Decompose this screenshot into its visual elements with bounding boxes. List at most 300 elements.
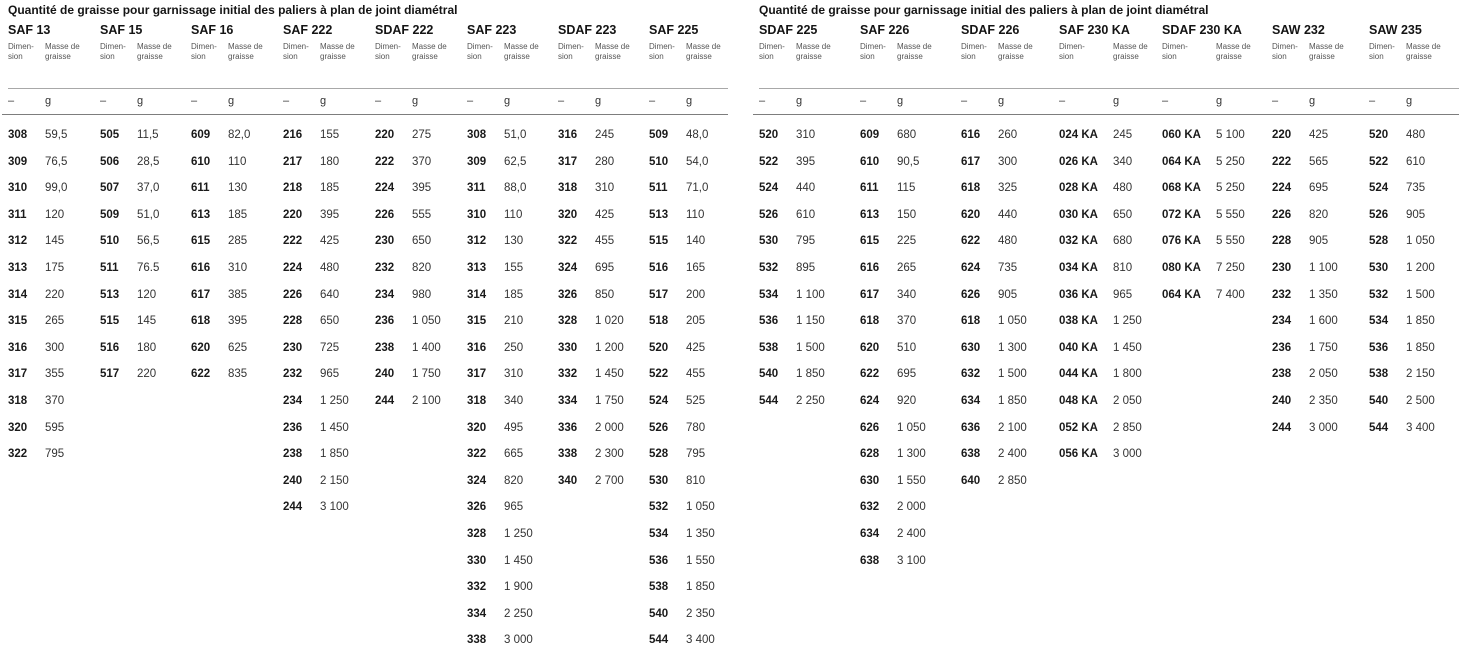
dimension-value: 518 bbox=[649, 315, 669, 328]
table-row bbox=[467, 289, 559, 316]
dimension-value: 234 bbox=[283, 394, 303, 407]
table-row bbox=[375, 129, 467, 156]
table-row bbox=[191, 289, 283, 316]
dimension-value: 234 bbox=[375, 288, 395, 301]
table-row bbox=[558, 342, 650, 369]
table-row bbox=[961, 289, 1053, 316]
grease-mass-value: 695 bbox=[595, 261, 615, 274]
table-row bbox=[961, 182, 1053, 209]
grease-mass-value: 3 100 bbox=[897, 554, 926, 567]
dimension-header: Dimen- sion bbox=[759, 42, 785, 61]
grease-mass-value: 835 bbox=[228, 368, 248, 381]
row-list bbox=[100, 129, 192, 395]
grease-mass-value: 440 bbox=[998, 208, 1018, 221]
grease-mass-value: 3 000 bbox=[504, 634, 533, 647]
table-row bbox=[649, 448, 741, 475]
grease-mass-value: 175 bbox=[45, 261, 65, 274]
table-row bbox=[860, 235, 952, 262]
dimension-value: 630 bbox=[961, 341, 981, 354]
dimension-value: 611 bbox=[191, 182, 210, 195]
table-row bbox=[1272, 368, 1364, 395]
grease-mass-value: 1 300 bbox=[998, 341, 1027, 354]
grease-mass-value: 1 450 bbox=[504, 554, 533, 567]
dimension-value: 220 bbox=[375, 129, 395, 141]
dimension-value: 618 bbox=[961, 182, 981, 195]
grease-mass-value: 210 bbox=[504, 315, 524, 328]
grease-mass-value: 820 bbox=[504, 474, 524, 487]
dimension-value: 634 bbox=[961, 394, 981, 407]
grease-mass-value: 965 bbox=[1113, 288, 1133, 301]
table-row bbox=[375, 156, 467, 183]
table-row bbox=[191, 129, 283, 156]
column-title: SAF 225 bbox=[649, 23, 699, 37]
table-row bbox=[860, 129, 952, 156]
grease-mass-value: 51,0 bbox=[137, 208, 160, 221]
dimension-value: 544 bbox=[759, 394, 779, 407]
grease-mass-value: 1 600 bbox=[1309, 315, 1338, 328]
table-row bbox=[860, 501, 952, 528]
mass-header: Masse de graisse bbox=[45, 42, 80, 61]
grease-mass-value: 650 bbox=[1113, 208, 1133, 221]
dimension-value: 326 bbox=[467, 501, 487, 514]
dimension-value: 534 bbox=[759, 288, 779, 301]
table-row bbox=[649, 368, 741, 395]
table-row bbox=[860, 342, 952, 369]
mass-unit: g bbox=[45, 95, 52, 107]
table-section-1 bbox=[8, 0, 728, 659]
mass-unit: g bbox=[998, 95, 1005, 107]
table-row bbox=[283, 368, 375, 395]
table-row bbox=[860, 475, 952, 502]
dimension-value: 311 bbox=[8, 208, 27, 221]
grease-mass-value: 370 bbox=[897, 315, 917, 328]
grease-mass-value: 275 bbox=[412, 129, 432, 141]
table-row bbox=[759, 368, 851, 395]
table-row bbox=[961, 129, 1053, 156]
dimension-header: Dimen- sion bbox=[1059, 42, 1085, 61]
table-row bbox=[1369, 422, 1461, 449]
grease-mass-value: 37,0 bbox=[137, 182, 160, 195]
grease-mass-value: 3 400 bbox=[1406, 421, 1435, 434]
grease-mass-value: 165 bbox=[686, 261, 706, 274]
table-row bbox=[1272, 129, 1364, 156]
table-row bbox=[1272, 209, 1364, 236]
table-row bbox=[1369, 315, 1461, 342]
dimension-value: 317 bbox=[467, 368, 487, 381]
dimension-value: 322 bbox=[467, 448, 487, 461]
dimension-value: 615 bbox=[860, 235, 880, 248]
dimension-unit: – bbox=[1059, 95, 1066, 107]
table-row bbox=[649, 634, 741, 661]
grease-mass-value: 2 500 bbox=[1406, 394, 1435, 407]
dimension-value: 617 bbox=[961, 155, 981, 168]
table-row bbox=[467, 262, 559, 289]
table-row bbox=[467, 448, 559, 475]
table-row bbox=[283, 182, 375, 209]
table-row bbox=[1272, 156, 1364, 183]
dimension-header: Dimen- sion bbox=[191, 42, 217, 61]
table-row bbox=[1369, 395, 1461, 422]
grease-mass-value: 820 bbox=[1309, 208, 1329, 221]
grease-mass-value: 495 bbox=[504, 421, 524, 434]
mass-unit: g bbox=[595, 95, 602, 107]
mass-unit: g bbox=[796, 95, 803, 107]
table-section-2 bbox=[759, 0, 1459, 659]
table-row bbox=[759, 315, 851, 342]
dimension-value: 072 KA bbox=[1162, 208, 1201, 221]
table-row bbox=[1369, 262, 1461, 289]
dimension-value: 226 bbox=[375, 208, 395, 221]
dimension-value: 030 KA bbox=[1059, 208, 1098, 221]
grease-mass-value: 90,5 bbox=[897, 155, 920, 168]
grease-mass-value: 115 bbox=[897, 182, 916, 195]
table-row bbox=[558, 156, 650, 183]
table-row bbox=[1272, 395, 1364, 422]
grease-mass-value: 5 550 bbox=[1216, 208, 1245, 221]
grease-mass-value: 980 bbox=[412, 288, 432, 301]
row-list bbox=[467, 129, 559, 661]
dimension-value: 338 bbox=[467, 634, 487, 647]
grease-mass-value: 1 050 bbox=[686, 501, 715, 514]
dimension-value: 526 bbox=[759, 208, 779, 221]
table-row bbox=[1272, 342, 1364, 369]
mass-unit: g bbox=[137, 95, 144, 107]
dimension-value: 316 bbox=[8, 341, 28, 354]
grease-mass-value: 2 400 bbox=[897, 527, 926, 540]
grease-mass-value: 325 bbox=[998, 182, 1018, 195]
table-row bbox=[558, 315, 650, 342]
table-row bbox=[1059, 448, 1159, 475]
grease-mass-value: 340 bbox=[1113, 155, 1133, 168]
row-list bbox=[1272, 129, 1364, 448]
dimension-value: 060 KA bbox=[1162, 129, 1201, 141]
dimension-value: 622 bbox=[860, 368, 880, 381]
table-row bbox=[961, 156, 1053, 183]
dimension-value: 313 bbox=[8, 261, 28, 274]
mass-unit: g bbox=[1309, 95, 1316, 107]
dimension-value: 322 bbox=[558, 235, 578, 248]
table-row bbox=[375, 235, 467, 262]
table-row bbox=[1059, 342, 1159, 369]
table-row bbox=[100, 368, 192, 395]
grease-mass-value: 695 bbox=[897, 368, 917, 381]
dimension-value: 222 bbox=[283, 235, 303, 248]
dimension-value: 626 bbox=[961, 288, 981, 301]
grease-mass-value: 1 500 bbox=[998, 368, 1027, 381]
table-row bbox=[191, 235, 283, 262]
mass-header: Masse de graisse bbox=[137, 42, 172, 61]
dimension-value: 617 bbox=[860, 288, 880, 301]
table-row bbox=[375, 182, 467, 209]
grease-mass-value: 155 bbox=[504, 261, 524, 274]
dimension-value: 217 bbox=[283, 155, 303, 168]
dimension-value: 609 bbox=[191, 129, 211, 141]
table-row bbox=[1369, 235, 1461, 262]
dimension-unit: – bbox=[100, 95, 107, 107]
dimension-value: 236 bbox=[375, 315, 395, 328]
dimension-value: 330 bbox=[467, 554, 487, 567]
table-row bbox=[860, 555, 952, 582]
grease-mass-value: 1 200 bbox=[595, 341, 624, 354]
table-row bbox=[191, 315, 283, 342]
grease-mass-value: 1 850 bbox=[1406, 315, 1435, 328]
table-row bbox=[1369, 209, 1461, 236]
grease-mass-value: 56,5 bbox=[137, 235, 160, 248]
grease-mass-value: 5 250 bbox=[1216, 155, 1245, 168]
dimension-value: 632 bbox=[961, 368, 981, 381]
unit-rule bbox=[2, 114, 728, 115]
grease-mass-value: 76.5 bbox=[137, 261, 160, 274]
dimension-value: 317 bbox=[558, 155, 578, 168]
table-row bbox=[759, 342, 851, 369]
section-title: Quantité de graisse pour garnissage initial des paliers à plan de joint diamétral bbox=[759, 3, 1209, 17]
dimension-value: 310 bbox=[8, 182, 28, 195]
column-title: SAF 16 bbox=[191, 23, 234, 37]
table-row bbox=[100, 262, 192, 289]
mass-header: Masse de graisse bbox=[1309, 42, 1344, 61]
dimension-value: 244 bbox=[283, 501, 303, 514]
dimension-value: 315 bbox=[8, 315, 28, 328]
mass-header: Masse de graisse bbox=[1406, 42, 1441, 61]
grease-mass-value: 650 bbox=[412, 235, 432, 248]
table-row bbox=[467, 209, 559, 236]
grease-mass-value: 51,0 bbox=[504, 129, 527, 141]
table-row bbox=[860, 395, 952, 422]
dimension-value: 540 bbox=[649, 607, 669, 620]
table-row bbox=[649, 182, 741, 209]
dimension-header: Dimen- sion bbox=[283, 42, 309, 61]
dimension-value: 624 bbox=[961, 261, 981, 274]
dimension-value: 615 bbox=[191, 235, 211, 248]
dimension-value: 236 bbox=[1272, 341, 1292, 354]
grease-mass-value: 395 bbox=[228, 315, 248, 328]
dimension-value: 630 bbox=[860, 474, 880, 487]
grease-mass-value: 310 bbox=[228, 261, 248, 274]
table-row bbox=[8, 156, 100, 183]
grease-mass-value: 265 bbox=[45, 315, 65, 328]
table-row bbox=[8, 182, 100, 209]
dimension-value: 611 bbox=[860, 182, 879, 195]
dimension-value: 526 bbox=[1369, 208, 1389, 221]
grease-mass-value: 425 bbox=[686, 341, 706, 354]
dimension-value: 232 bbox=[375, 261, 395, 274]
dimension-value: 536 bbox=[1369, 341, 1389, 354]
dimension-value: 532 bbox=[649, 501, 669, 514]
grease-mass-value: 810 bbox=[686, 474, 706, 487]
grease-mass-value: 1 450 bbox=[595, 368, 624, 381]
grease-mass-value: 1 450 bbox=[1113, 341, 1142, 354]
grease-mass-value: 905 bbox=[1406, 208, 1426, 221]
dimension-unit: – bbox=[860, 95, 867, 107]
table-row bbox=[1272, 422, 1364, 449]
dimension-value: 515 bbox=[649, 235, 669, 248]
table-row bbox=[759, 262, 851, 289]
table-row bbox=[191, 368, 283, 395]
grease-mass-value: 795 bbox=[45, 448, 65, 461]
table-row bbox=[649, 315, 741, 342]
mass-unit: g bbox=[686, 95, 693, 107]
dimension-header: Dimen- sion bbox=[1272, 42, 1298, 61]
column-title: SAF 15 bbox=[100, 23, 143, 37]
grease-mass-value: 2 350 bbox=[686, 607, 715, 620]
dimension-value: 218 bbox=[283, 182, 303, 195]
column-title: SAW 235 bbox=[1369, 23, 1422, 37]
mass-unit: g bbox=[897, 95, 904, 107]
dimension-value: 509 bbox=[100, 208, 120, 221]
grease-mass-value: 3 400 bbox=[686, 634, 715, 647]
table-row bbox=[283, 475, 375, 502]
grease-mass-value: 145 bbox=[137, 315, 157, 328]
dimension-value: 238 bbox=[375, 341, 395, 354]
table-row bbox=[860, 528, 952, 555]
table-row bbox=[8, 448, 100, 475]
dimension-value: 522 bbox=[759, 155, 779, 168]
dimension-value: 026 KA bbox=[1059, 155, 1098, 168]
dimension-value: 620 bbox=[961, 208, 981, 221]
dimension-header: Dimen- sion bbox=[100, 42, 126, 61]
dimension-value: 640 bbox=[961, 474, 981, 487]
table-row bbox=[375, 209, 467, 236]
table-row bbox=[283, 501, 375, 528]
dimension-value: 509 bbox=[649, 129, 669, 141]
grease-mass-value: 810 bbox=[1113, 261, 1133, 274]
grease-mass-value: 1 550 bbox=[686, 554, 715, 567]
table-row bbox=[283, 395, 375, 422]
dimension-value: 505 bbox=[100, 129, 120, 141]
dimension-header: Dimen- sion bbox=[467, 42, 493, 61]
table-row bbox=[467, 634, 559, 661]
table-row bbox=[467, 368, 559, 395]
grease-mass-value: 640 bbox=[320, 288, 340, 301]
dimension-value: 064 KA bbox=[1162, 155, 1201, 168]
mass-header: Masse de graisse bbox=[1113, 42, 1148, 61]
dimension-value: 536 bbox=[759, 315, 779, 328]
table-row bbox=[649, 475, 741, 502]
dimension-value: 618 bbox=[860, 315, 880, 328]
dimension-value: 532 bbox=[759, 261, 779, 274]
header-rule bbox=[8, 88, 728, 89]
grease-mass-value: 3 000 bbox=[1113, 448, 1142, 461]
table-row bbox=[558, 475, 650, 502]
grease-mass-value: 2 050 bbox=[1309, 368, 1338, 381]
dimension-value: 220 bbox=[283, 208, 303, 221]
column-title: SAF 13 bbox=[8, 23, 51, 37]
table-row bbox=[8, 395, 100, 422]
grease-mass-value: 2 250 bbox=[504, 607, 533, 620]
dimension-header: Dimen- sion bbox=[558, 42, 584, 61]
dimension-value: 536 bbox=[649, 554, 669, 567]
table-row bbox=[759, 156, 851, 183]
dimension-value: 632 bbox=[860, 501, 880, 514]
dimension-value: 036 KA bbox=[1059, 288, 1098, 301]
dimension-value: 318 bbox=[558, 182, 578, 195]
dimension-value: 506 bbox=[100, 155, 120, 168]
grease-mass-value: 425 bbox=[595, 208, 615, 221]
grease-mass-value: 455 bbox=[686, 368, 706, 381]
grease-mass-value: 820 bbox=[412, 261, 432, 274]
table-row bbox=[375, 342, 467, 369]
dimension-value: 530 bbox=[649, 474, 669, 487]
dimension-value: 068 KA bbox=[1162, 182, 1201, 195]
dimension-value: 540 bbox=[1369, 394, 1389, 407]
table-row bbox=[1059, 315, 1159, 342]
row-list bbox=[860, 129, 952, 581]
grease-mass-value: 1 850 bbox=[1406, 341, 1435, 354]
grease-mass-value: 76,5 bbox=[45, 155, 68, 168]
table-row bbox=[1059, 289, 1159, 316]
grease-mass-value: 1 250 bbox=[504, 527, 533, 540]
table-row bbox=[1059, 156, 1159, 183]
grease-mass-value: 59,5 bbox=[45, 129, 68, 141]
grease-mass-value: 5 550 bbox=[1216, 235, 1245, 248]
grease-mass-value: 510 bbox=[897, 341, 917, 354]
dimension-value: 330 bbox=[558, 341, 578, 354]
grease-mass-value: 11,5 bbox=[137, 129, 159, 141]
mass-unit: g bbox=[1216, 95, 1223, 107]
dimension-value: 313 bbox=[467, 261, 487, 274]
table-row bbox=[1162, 209, 1262, 236]
dimension-value: 513 bbox=[100, 288, 120, 301]
table-row bbox=[860, 156, 952, 183]
dimension-value: 524 bbox=[649, 394, 669, 407]
section-title: Quantité de graisse pour garnissage initial des paliers à plan de joint diamétral bbox=[8, 3, 458, 17]
dimension-value: 038 KA bbox=[1059, 315, 1098, 328]
dimension-value: 312 bbox=[467, 235, 487, 248]
grease-mass-value: 7 250 bbox=[1216, 261, 1245, 274]
dimension-header: Dimen- sion bbox=[649, 42, 675, 61]
table-row bbox=[961, 315, 1053, 342]
table-row bbox=[1059, 262, 1159, 289]
mass-unit: g bbox=[504, 95, 511, 107]
table-row bbox=[558, 129, 650, 156]
table-row bbox=[558, 422, 650, 449]
grease-mass-value: 395 bbox=[412, 182, 432, 195]
column-title: SAW 232 bbox=[1272, 23, 1325, 37]
grease-mass-value: 695 bbox=[1309, 182, 1329, 195]
grease-mass-value: 735 bbox=[998, 261, 1018, 274]
dimension-value: 616 bbox=[860, 261, 880, 274]
column-title: SAF 230 KA bbox=[1059, 23, 1130, 37]
dimension-value: 314 bbox=[8, 288, 28, 301]
grease-mass-value: 3 100 bbox=[320, 501, 349, 514]
grease-mass-value: 2 250 bbox=[796, 394, 825, 407]
grease-mass-value: 2 100 bbox=[412, 394, 441, 407]
grease-mass-value: 99,0 bbox=[45, 182, 68, 195]
dimension-value: 510 bbox=[100, 235, 120, 248]
dimension-value: 308 bbox=[8, 129, 28, 141]
table-row bbox=[100, 182, 192, 209]
table-row bbox=[961, 448, 1053, 475]
grease-mass-value: 1 250 bbox=[320, 394, 349, 407]
dimension-unit: – bbox=[1369, 95, 1376, 107]
grease-mass-value: 280 bbox=[595, 155, 615, 168]
dimension-value: 522 bbox=[649, 368, 669, 381]
grease-mass-value: 795 bbox=[796, 235, 816, 248]
grease-mass-value: 680 bbox=[897, 129, 917, 141]
table-row bbox=[283, 448, 375, 475]
grease-mass-value: 2 000 bbox=[897, 501, 926, 514]
table-row bbox=[8, 289, 100, 316]
dimension-value: 616 bbox=[961, 129, 981, 141]
grease-mass-value: 1 350 bbox=[686, 527, 715, 540]
dimension-value: 224 bbox=[1272, 182, 1292, 195]
table-row bbox=[191, 156, 283, 183]
dimension-value: 620 bbox=[860, 341, 880, 354]
dimension-value: 032 KA bbox=[1059, 235, 1098, 248]
table-row bbox=[283, 209, 375, 236]
dimension-value: 317 bbox=[8, 368, 28, 381]
table-row bbox=[467, 315, 559, 342]
